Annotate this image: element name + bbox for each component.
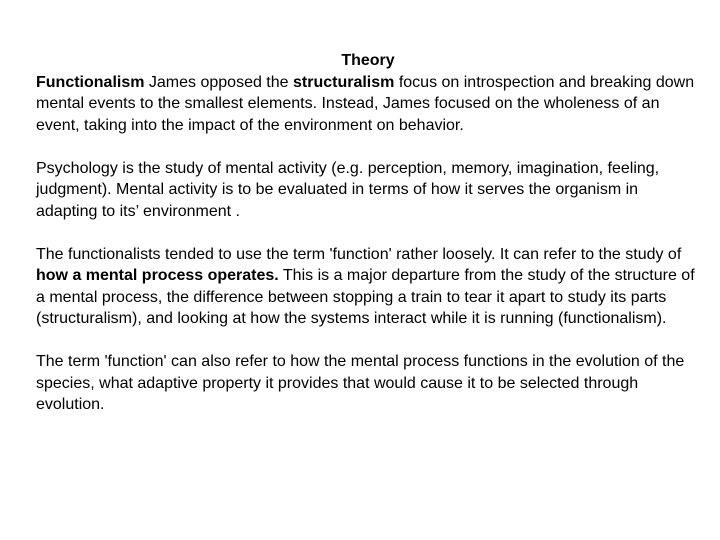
paragraph-evolution: The term 'function' can also refer to how the mental process functions in the evolution of the species, what adaptive property it provides that would cause it to be selected through evolution.: [36, 353, 685, 413]
paragraph-text: James opposed the: [144, 73, 293, 91]
paragraph-psychology: Psychology is the study of mental activity (e.g. perception, memory, imagination, feeling, judgment). Mental activity is to be evaluated in terms of how it serves the organism in adapting to its’ environment .: [36, 159, 660, 220]
slide-title: Theory: [341, 52, 395, 69]
paragraph-functionalism: [36, 72, 696, 137]
paragraph-text: This is a major departure from the study of the structure of a mental process, the difference between stopping a train to tear it apart to study its parts (structuralism), and looking at how the systems interact while it is running (functionalism).: [36, 267, 695, 327]
paragraph-function-term: [36, 244, 696, 330]
emphasis-mental-process: how a mental process operates.: [36, 267, 279, 284]
slide-content: [36, 50, 696, 437]
term-functionalism: Functionalism: [36, 73, 145, 91]
term-structuralism: structuralism: [293, 73, 395, 91]
paragraph-text: focus on introspection and breaking down mental events to the smallest elements. Instead, James focused on the wholeness of an event, taking into the impact of the environment on behavior.: [36, 73, 695, 134]
paragraph-text: The functionalists tended to use the term 'function' rather loosely. It can refer to the study of: [36, 245, 682, 263]
